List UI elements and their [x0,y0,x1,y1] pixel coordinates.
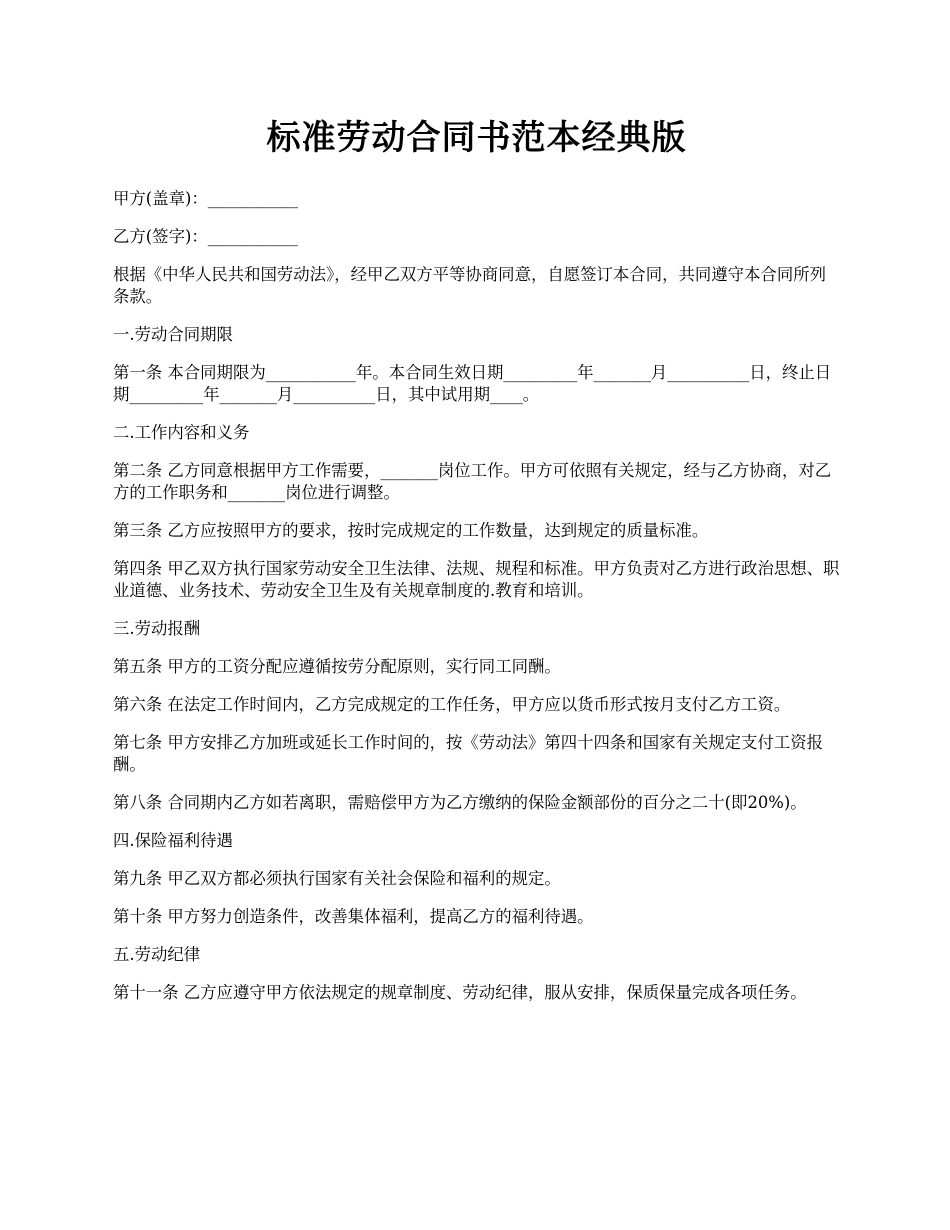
article-6: 第六条 在法定工作时间内，乙方完成规定的工作任务，甲方应以货币形式按月支付乙方工资。 [113,695,791,714]
article-5: 第五条 甲方的工资分配应遵循按劳分配原则，实行同工同酬。 [113,657,561,676]
article-3: 第三条 乙方应按照甲方的要求，按时完成规定的工作数量，达到规定的质量标准。 [113,521,709,540]
section-heading-pay: 三.劳动报酬 [113,619,201,638]
article-11: 第十一条 乙方应遵守甲方依法规定的规章制度、劳动纪律，服从安排，保质保量完成各项任务。 [113,983,807,1002]
article-10: 第十条 甲方努力创造条件，改善集体福利，提高乙方的福利待遇。 [113,907,594,926]
section-heading-duties: 二.工作内容和义务 [113,423,250,442]
intro-paragraph: 根据《中华人民共和国劳动法》，经甲乙双方平等协商同意，自愿签订本合同，共同遵守本合同所列条款。 [113,265,826,306]
document-page [113,110,840,1020]
party-a-line: 甲方(盖章)：___________ [113,189,298,208]
document-title: 标准劳动合同书范本经典版 [266,118,687,158]
section-heading-insurance: 四.保险福利待遇 [113,831,233,850]
section-heading-discipline: 五.劳动纪律 [113,945,201,964]
article-2: 第二条 乙方同意根据甲方工作需要，_______岗位工作。甲方可依照有关规定，经与乙方协商，对乙方的工作职务和_______岗位进行调整。 [113,461,832,502]
article-9: 第九条 甲乙双方都必须执行国家有关社会保险和福利的规定。 [113,869,561,888]
section-heading-term: 一.劳动合同期限 [113,325,233,344]
article-8: 第八条 合同期内乙方如若离职，需赔偿甲方为乙方缴纳的保险金额部份的百分之二十(即20%)。 [113,793,807,812]
article-4: 第四条 甲乙双方执行国家劳动安全卫生法律、法规、规程和标准。甲方负责对乙方进行政治思想、职业道德、业务技术、劳动安全卫生及有关规章制度的.教育和培训。 [113,559,840,600]
article-7: 第七条 甲方安排乙方加班或延长工作时间的，按《劳动法》第四十四条和国家有关规定支付工资报酬。 [113,733,824,774]
party-b-line: 乙方(签字)：___________ [113,227,298,246]
article-1: 第一条 本合同期限为___________年。本合同生效日期_________年_______月__________日，终止日期_________年_______月__________日，其中试用期____。 [113,363,832,404]
